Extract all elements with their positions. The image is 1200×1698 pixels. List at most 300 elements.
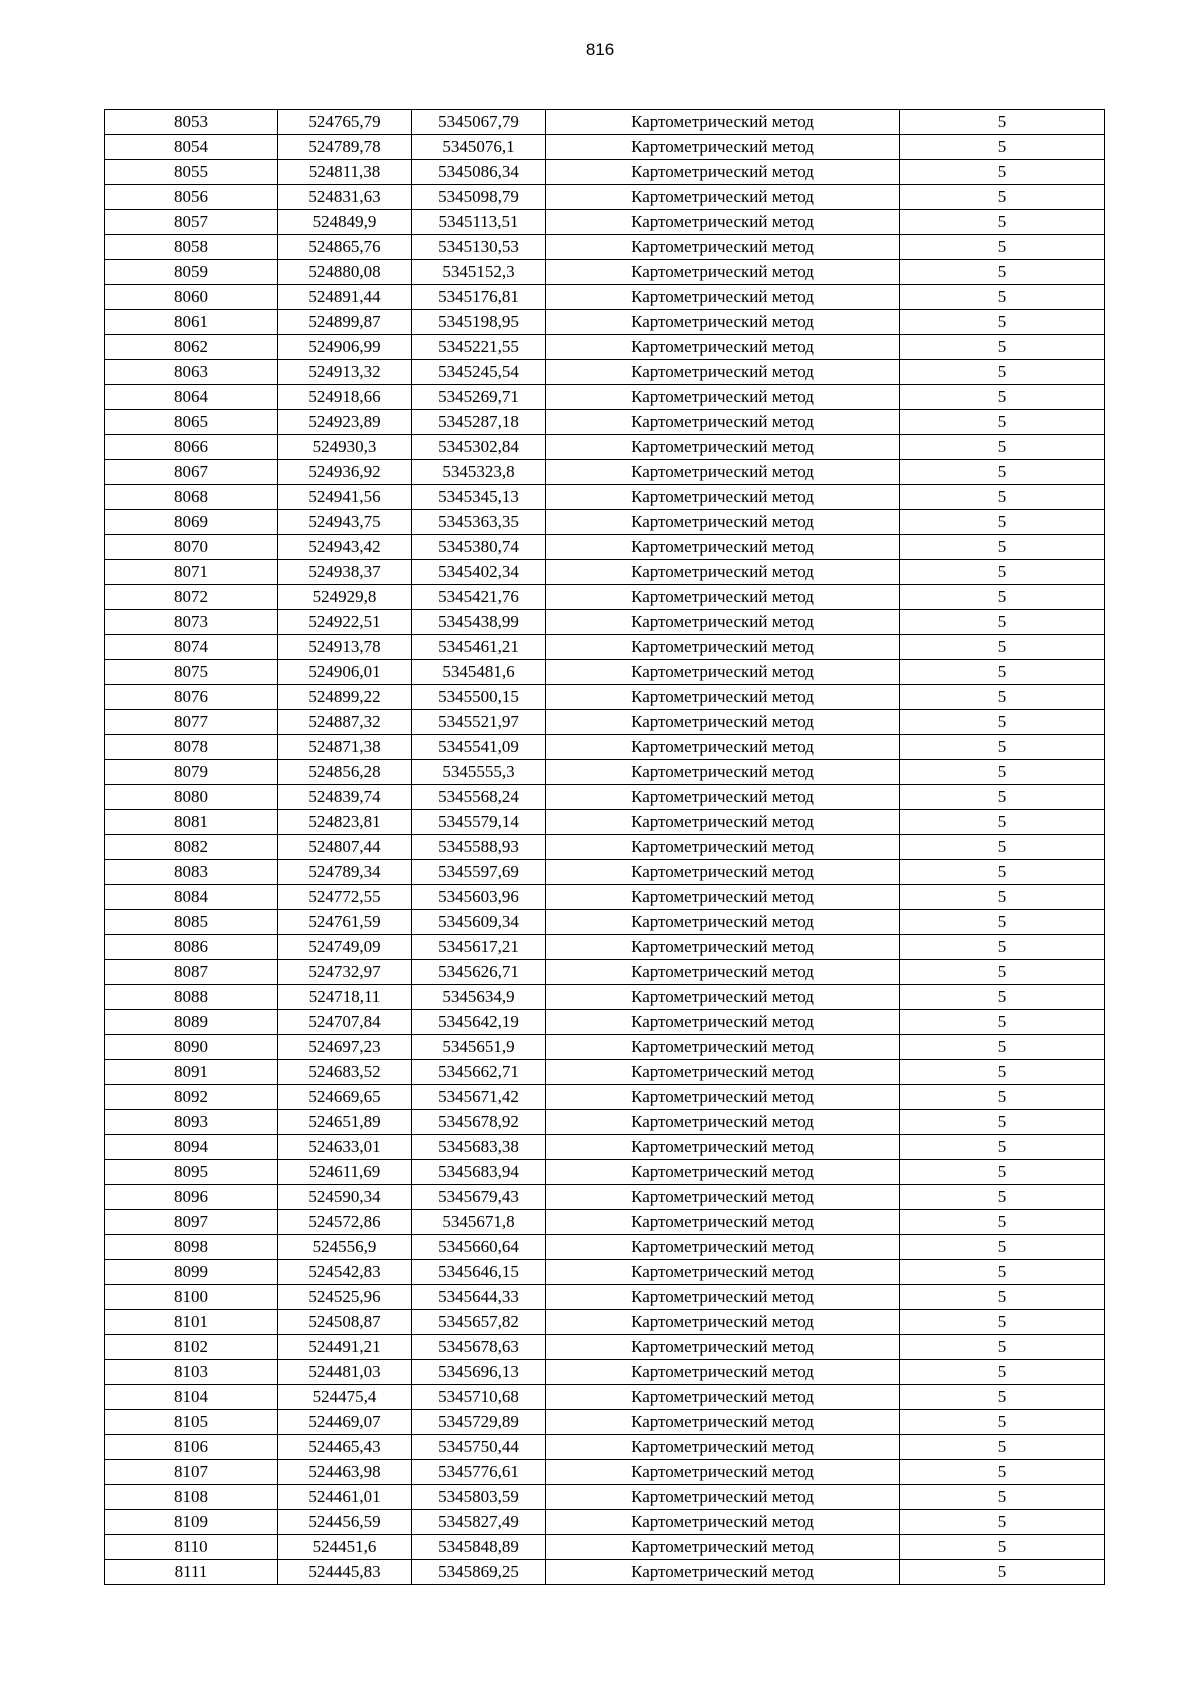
point-number-cell: 8102 bbox=[105, 1335, 278, 1360]
accuracy-cell: 5 bbox=[900, 760, 1105, 785]
table-row bbox=[105, 1185, 1105, 1210]
x-coordinate-cell: 524611,69 bbox=[278, 1160, 412, 1185]
y-coordinate-cell: 5345098,79 bbox=[412, 185, 546, 210]
point-number-cell: 8094 bbox=[105, 1135, 278, 1160]
method-cell: Картометрический метод bbox=[546, 385, 900, 410]
table-row bbox=[105, 285, 1105, 310]
y-coordinate-cell: 5345869,25 bbox=[412, 1560, 546, 1585]
accuracy-cell: 5 bbox=[900, 1360, 1105, 1385]
y-coordinate-cell: 5345579,14 bbox=[412, 810, 546, 835]
accuracy-cell: 5 bbox=[900, 460, 1105, 485]
x-coordinate-cell: 524633,01 bbox=[278, 1135, 412, 1160]
point-number-cell: 8075 bbox=[105, 660, 278, 685]
method-cell: Картометрический метод bbox=[546, 935, 900, 960]
accuracy-cell: 5 bbox=[900, 1460, 1105, 1485]
x-coordinate-cell: 524918,66 bbox=[278, 385, 412, 410]
y-coordinate-cell: 5345603,96 bbox=[412, 885, 546, 910]
method-cell: Картометрический метод bbox=[546, 1460, 900, 1485]
table-row bbox=[105, 1360, 1105, 1385]
y-coordinate-cell: 5345678,92 bbox=[412, 1110, 546, 1135]
y-coordinate-cell: 5345402,34 bbox=[412, 560, 546, 585]
y-coordinate-cell: 5345617,21 bbox=[412, 935, 546, 960]
x-coordinate-cell: 524938,37 bbox=[278, 560, 412, 585]
point-number-cell: 8089 bbox=[105, 1010, 278, 1035]
method-cell: Картометрический метод bbox=[546, 885, 900, 910]
point-number-cell: 8054 bbox=[105, 135, 278, 160]
table-row bbox=[105, 1385, 1105, 1410]
x-coordinate-cell: 524913,78 bbox=[278, 635, 412, 660]
y-coordinate-cell: 5345176,81 bbox=[412, 285, 546, 310]
x-coordinate-cell: 524929,8 bbox=[278, 585, 412, 610]
table-row bbox=[105, 810, 1105, 835]
accuracy-cell: 5 bbox=[900, 835, 1105, 860]
x-coordinate-cell: 524542,83 bbox=[278, 1260, 412, 1285]
method-cell: Картометрический метод bbox=[546, 710, 900, 735]
table-row bbox=[105, 835, 1105, 860]
y-coordinate-cell: 5345609,34 bbox=[412, 910, 546, 935]
x-coordinate-cell: 524707,84 bbox=[278, 1010, 412, 1035]
accuracy-cell: 5 bbox=[900, 1010, 1105, 1035]
x-coordinate-cell: 524880,08 bbox=[278, 260, 412, 285]
x-coordinate-cell: 524789,78 bbox=[278, 135, 412, 160]
x-coordinate-cell: 524887,32 bbox=[278, 710, 412, 735]
method-cell: Картометрический метод bbox=[546, 1485, 900, 1510]
method-cell: Картометрический метод bbox=[546, 560, 900, 585]
accuracy-cell: 5 bbox=[900, 1135, 1105, 1160]
page-number: 816 bbox=[585, 40, 615, 59]
x-coordinate-cell: 524906,99 bbox=[278, 335, 412, 360]
accuracy-cell: 5 bbox=[900, 1385, 1105, 1410]
method-cell: Картометрический метод bbox=[546, 485, 900, 510]
method-cell: Картометрический метод bbox=[546, 835, 900, 860]
coordinates-table bbox=[104, 109, 1105, 1585]
method-cell: Картометрический метод bbox=[546, 1385, 900, 1410]
method-cell: Картометрический метод bbox=[546, 185, 900, 210]
accuracy-cell: 5 bbox=[900, 935, 1105, 960]
x-coordinate-cell: 524943,42 bbox=[278, 535, 412, 560]
table-row bbox=[105, 1085, 1105, 1110]
point-number-cell: 8093 bbox=[105, 1110, 278, 1135]
y-coordinate-cell: 5345827,49 bbox=[412, 1510, 546, 1535]
accuracy-cell: 5 bbox=[900, 660, 1105, 685]
method-cell: Картометрический метод bbox=[546, 585, 900, 610]
point-number-cell: 8070 bbox=[105, 535, 278, 560]
point-number-cell: 8068 bbox=[105, 485, 278, 510]
table-row bbox=[105, 410, 1105, 435]
y-coordinate-cell: 5345302,84 bbox=[412, 435, 546, 460]
y-coordinate-cell: 5345588,93 bbox=[412, 835, 546, 860]
table-row bbox=[105, 1335, 1105, 1360]
y-coordinate-cell: 5345642,19 bbox=[412, 1010, 546, 1035]
point-number-cell: 8096 bbox=[105, 1185, 278, 1210]
y-coordinate-cell: 5345421,76 bbox=[412, 585, 546, 610]
method-cell: Картометрический метод bbox=[546, 660, 900, 685]
x-coordinate-cell: 524871,38 bbox=[278, 735, 412, 760]
table-row bbox=[105, 160, 1105, 185]
point-number-cell: 8056 bbox=[105, 185, 278, 210]
point-number-cell: 8059 bbox=[105, 260, 278, 285]
method-cell: Картометрический метод bbox=[546, 1285, 900, 1310]
table-row bbox=[105, 1510, 1105, 1535]
x-coordinate-cell: 524856,28 bbox=[278, 760, 412, 785]
table-row bbox=[105, 1410, 1105, 1435]
method-cell: Картометрический метод bbox=[546, 1185, 900, 1210]
table-row bbox=[105, 785, 1105, 810]
method-cell: Картометрический метод bbox=[546, 410, 900, 435]
accuracy-cell: 5 bbox=[900, 1160, 1105, 1185]
method-cell: Картометрический метод bbox=[546, 160, 900, 185]
accuracy-cell: 5 bbox=[900, 560, 1105, 585]
x-coordinate-cell: 524906,01 bbox=[278, 660, 412, 685]
method-cell: Картометрический метод bbox=[546, 960, 900, 985]
method-cell: Картометрический метод bbox=[546, 1110, 900, 1135]
point-number-cell: 8092 bbox=[105, 1085, 278, 1110]
accuracy-cell: 5 bbox=[900, 1185, 1105, 1210]
y-coordinate-cell: 5345750,44 bbox=[412, 1435, 546, 1460]
y-coordinate-cell: 5345683,38 bbox=[412, 1135, 546, 1160]
point-number-cell: 8065 bbox=[105, 410, 278, 435]
table-row bbox=[105, 1460, 1105, 1485]
point-number-cell: 8076 bbox=[105, 685, 278, 710]
method-cell: Картометрический метод bbox=[546, 1135, 900, 1160]
method-cell: Картометрический метод bbox=[546, 760, 900, 785]
coordinates-table-body bbox=[105, 110, 1105, 1585]
table-row bbox=[105, 735, 1105, 760]
method-cell: Картометрический метод bbox=[546, 1535, 900, 1560]
point-number-cell: 8084 bbox=[105, 885, 278, 910]
y-coordinate-cell: 5345678,63 bbox=[412, 1335, 546, 1360]
y-coordinate-cell: 5345660,64 bbox=[412, 1235, 546, 1260]
x-coordinate-cell: 524732,97 bbox=[278, 960, 412, 985]
table-row bbox=[105, 985, 1105, 1010]
table-row bbox=[105, 260, 1105, 285]
y-coordinate-cell: 5345696,13 bbox=[412, 1360, 546, 1385]
accuracy-cell: 5 bbox=[900, 385, 1105, 410]
method-cell: Картометрический метод bbox=[546, 1260, 900, 1285]
y-coordinate-cell: 5345221,55 bbox=[412, 335, 546, 360]
x-coordinate-cell: 524891,44 bbox=[278, 285, 412, 310]
accuracy-cell: 5 bbox=[900, 210, 1105, 235]
x-coordinate-cell: 524823,81 bbox=[278, 810, 412, 835]
table-row bbox=[105, 760, 1105, 785]
x-coordinate-cell: 524849,9 bbox=[278, 210, 412, 235]
y-coordinate-cell: 5345671,42 bbox=[412, 1085, 546, 1110]
y-coordinate-cell: 5345848,89 bbox=[412, 1535, 546, 1560]
method-cell: Картометрический метод bbox=[546, 860, 900, 885]
x-coordinate-cell: 524463,98 bbox=[278, 1460, 412, 1485]
table-row bbox=[105, 1535, 1105, 1560]
table-row bbox=[105, 710, 1105, 735]
x-coordinate-cell: 524469,07 bbox=[278, 1410, 412, 1435]
table-row bbox=[105, 185, 1105, 210]
accuracy-cell: 5 bbox=[900, 335, 1105, 360]
table-row bbox=[105, 1135, 1105, 1160]
table-row bbox=[105, 660, 1105, 685]
table-row bbox=[105, 1485, 1105, 1510]
method-cell: Картометрический метод bbox=[546, 210, 900, 235]
y-coordinate-cell: 5345287,18 bbox=[412, 410, 546, 435]
table-row bbox=[105, 360, 1105, 385]
table-row bbox=[105, 385, 1105, 410]
y-coordinate-cell: 5345776,61 bbox=[412, 1460, 546, 1485]
table-row bbox=[105, 485, 1105, 510]
table-row bbox=[105, 1560, 1105, 1585]
y-coordinate-cell: 5345086,34 bbox=[412, 160, 546, 185]
table-row bbox=[105, 1235, 1105, 1260]
table-row bbox=[105, 435, 1105, 460]
y-coordinate-cell: 5345269,71 bbox=[412, 385, 546, 410]
x-coordinate-cell: 524936,92 bbox=[278, 460, 412, 485]
accuracy-cell: 5 bbox=[900, 360, 1105, 385]
point-number-cell: 8091 bbox=[105, 1060, 278, 1085]
point-number-cell: 8110 bbox=[105, 1535, 278, 1560]
table-row bbox=[105, 1110, 1105, 1135]
method-cell: Картометрический метод bbox=[546, 1060, 900, 1085]
x-coordinate-cell: 524491,21 bbox=[278, 1335, 412, 1360]
table-row bbox=[105, 560, 1105, 585]
table-row bbox=[105, 1160, 1105, 1185]
point-number-cell: 8073 bbox=[105, 610, 278, 635]
method-cell: Картометрический метод bbox=[546, 1510, 900, 1535]
table-row bbox=[105, 335, 1105, 360]
x-coordinate-cell: 524811,38 bbox=[278, 160, 412, 185]
y-coordinate-cell: 5345345,13 bbox=[412, 485, 546, 510]
y-coordinate-cell: 5345710,68 bbox=[412, 1385, 546, 1410]
table-row bbox=[105, 510, 1105, 535]
point-number-cell: 8081 bbox=[105, 810, 278, 835]
accuracy-cell: 5 bbox=[900, 1110, 1105, 1135]
x-coordinate-cell: 524839,74 bbox=[278, 785, 412, 810]
point-number-cell: 8090 bbox=[105, 1035, 278, 1060]
y-coordinate-cell: 5345683,94 bbox=[412, 1160, 546, 1185]
x-coordinate-cell: 524943,75 bbox=[278, 510, 412, 535]
x-coordinate-cell: 524572,86 bbox=[278, 1210, 412, 1235]
method-cell: Картометрический метод bbox=[546, 235, 900, 260]
table-row bbox=[105, 1035, 1105, 1060]
x-coordinate-cell: 524590,34 bbox=[278, 1185, 412, 1210]
point-number-cell: 8104 bbox=[105, 1385, 278, 1410]
accuracy-cell: 5 bbox=[900, 1085, 1105, 1110]
accuracy-cell: 5 bbox=[900, 585, 1105, 610]
point-number-cell: 8103 bbox=[105, 1360, 278, 1385]
x-coordinate-cell: 524831,63 bbox=[278, 185, 412, 210]
x-coordinate-cell: 524481,03 bbox=[278, 1360, 412, 1385]
x-coordinate-cell: 524930,3 bbox=[278, 435, 412, 460]
accuracy-cell: 5 bbox=[900, 310, 1105, 335]
method-cell: Картометрический метод bbox=[546, 260, 900, 285]
accuracy-cell: 5 bbox=[900, 1035, 1105, 1060]
y-coordinate-cell: 5345671,8 bbox=[412, 1210, 546, 1235]
point-number-cell: 8071 bbox=[105, 560, 278, 585]
x-coordinate-cell: 524718,11 bbox=[278, 985, 412, 1010]
x-coordinate-cell: 524865,76 bbox=[278, 235, 412, 260]
point-number-cell: 8077 bbox=[105, 710, 278, 735]
point-number-cell: 8086 bbox=[105, 935, 278, 960]
table-row bbox=[105, 610, 1105, 635]
point-number-cell: 8082 bbox=[105, 835, 278, 860]
x-coordinate-cell: 524749,09 bbox=[278, 935, 412, 960]
y-coordinate-cell: 5345067,79 bbox=[412, 110, 546, 135]
method-cell: Картометрический метод bbox=[546, 1010, 900, 1035]
table-row bbox=[105, 460, 1105, 485]
accuracy-cell: 5 bbox=[900, 1235, 1105, 1260]
accuracy-cell: 5 bbox=[900, 960, 1105, 985]
method-cell: Картометрический метод bbox=[546, 1435, 900, 1460]
point-number-cell: 8080 bbox=[105, 785, 278, 810]
method-cell: Картометрический метод bbox=[546, 785, 900, 810]
table-row bbox=[105, 635, 1105, 660]
x-coordinate-cell: 524475,4 bbox=[278, 1385, 412, 1410]
point-number-cell: 8066 bbox=[105, 435, 278, 460]
y-coordinate-cell: 5345644,33 bbox=[412, 1285, 546, 1310]
method-cell: Картометрический метод bbox=[546, 510, 900, 535]
point-number-cell: 8069 bbox=[105, 510, 278, 535]
method-cell: Картометрический метод bbox=[546, 335, 900, 360]
y-coordinate-cell: 5345662,71 bbox=[412, 1060, 546, 1085]
point-number-cell: 8099 bbox=[105, 1260, 278, 1285]
table-row bbox=[105, 535, 1105, 560]
table-row bbox=[105, 1285, 1105, 1310]
x-coordinate-cell: 524899,87 bbox=[278, 310, 412, 335]
x-coordinate-cell: 524465,43 bbox=[278, 1435, 412, 1460]
accuracy-cell: 5 bbox=[900, 685, 1105, 710]
point-number-cell: 8109 bbox=[105, 1510, 278, 1535]
x-coordinate-cell: 524445,83 bbox=[278, 1560, 412, 1585]
method-cell: Картометрический метод bbox=[546, 1210, 900, 1235]
accuracy-cell: 5 bbox=[900, 235, 1105, 260]
y-coordinate-cell: 5345076,1 bbox=[412, 135, 546, 160]
point-number-cell: 8097 bbox=[105, 1210, 278, 1235]
table-row bbox=[105, 1210, 1105, 1235]
y-coordinate-cell: 5345363,35 bbox=[412, 510, 546, 535]
point-number-cell: 8079 bbox=[105, 760, 278, 785]
x-coordinate-cell: 524807,44 bbox=[278, 835, 412, 860]
table-row bbox=[105, 860, 1105, 885]
y-coordinate-cell: 5345245,54 bbox=[412, 360, 546, 385]
point-number-cell: 8088 bbox=[105, 985, 278, 1010]
accuracy-cell: 5 bbox=[900, 135, 1105, 160]
accuracy-cell: 5 bbox=[900, 110, 1105, 135]
x-coordinate-cell: 524899,22 bbox=[278, 685, 412, 710]
y-coordinate-cell: 5345626,71 bbox=[412, 960, 546, 985]
y-coordinate-cell: 5345646,15 bbox=[412, 1260, 546, 1285]
y-coordinate-cell: 5345113,51 bbox=[412, 210, 546, 235]
method-cell: Картометрический метод bbox=[546, 310, 900, 335]
x-coordinate-cell: 524941,56 bbox=[278, 485, 412, 510]
method-cell: Картометрический метод bbox=[546, 1360, 900, 1385]
method-cell: Картометрический метод bbox=[546, 910, 900, 935]
y-coordinate-cell: 5345323,8 bbox=[412, 460, 546, 485]
accuracy-cell: 5 bbox=[900, 1210, 1105, 1235]
accuracy-cell: 5 bbox=[900, 1535, 1105, 1560]
table-row bbox=[105, 235, 1105, 260]
accuracy-cell: 5 bbox=[900, 410, 1105, 435]
method-cell: Картометрический метод bbox=[546, 735, 900, 760]
point-number-cell: 8101 bbox=[105, 1310, 278, 1335]
accuracy-cell: 5 bbox=[900, 985, 1105, 1010]
table-row bbox=[105, 1310, 1105, 1335]
accuracy-cell: 5 bbox=[900, 1410, 1105, 1435]
x-coordinate-cell: 524923,89 bbox=[278, 410, 412, 435]
point-number-cell: 8111 bbox=[105, 1560, 278, 1585]
point-number-cell: 8067 bbox=[105, 460, 278, 485]
x-coordinate-cell: 524922,51 bbox=[278, 610, 412, 635]
table-row bbox=[105, 885, 1105, 910]
method-cell: Картометрический метод bbox=[546, 1035, 900, 1060]
accuracy-cell: 5 bbox=[900, 810, 1105, 835]
accuracy-cell: 5 bbox=[900, 710, 1105, 735]
accuracy-cell: 5 bbox=[900, 735, 1105, 760]
table-row bbox=[105, 1010, 1105, 1035]
table-row bbox=[105, 935, 1105, 960]
accuracy-cell: 5 bbox=[900, 785, 1105, 810]
accuracy-cell: 5 bbox=[900, 435, 1105, 460]
point-number-cell: 8105 bbox=[105, 1410, 278, 1435]
accuracy-cell: 5 bbox=[900, 535, 1105, 560]
x-coordinate-cell: 524913,32 bbox=[278, 360, 412, 385]
method-cell: Картометрический метод bbox=[546, 610, 900, 635]
point-number-cell: 8057 bbox=[105, 210, 278, 235]
method-cell: Картометрический метод bbox=[546, 1235, 900, 1260]
y-coordinate-cell: 5345657,82 bbox=[412, 1310, 546, 1335]
accuracy-cell: 5 bbox=[900, 860, 1105, 885]
method-cell: Картометрический метод bbox=[546, 1335, 900, 1360]
accuracy-cell: 5 bbox=[900, 635, 1105, 660]
y-coordinate-cell: 5345481,6 bbox=[412, 660, 546, 685]
point-number-cell: 8083 bbox=[105, 860, 278, 885]
y-coordinate-cell: 5345380,74 bbox=[412, 535, 546, 560]
x-coordinate-cell: 524772,55 bbox=[278, 885, 412, 910]
accuracy-cell: 5 bbox=[900, 1510, 1105, 1535]
accuracy-cell: 5 bbox=[900, 1060, 1105, 1085]
point-number-cell: 8107 bbox=[105, 1460, 278, 1485]
table-row bbox=[105, 1260, 1105, 1285]
method-cell: Картометрический метод bbox=[546, 1160, 900, 1185]
method-cell: Картометрический метод bbox=[546, 535, 900, 560]
method-cell: Картометрический метод bbox=[546, 360, 900, 385]
table-row bbox=[105, 685, 1105, 710]
method-cell: Картометрический метод bbox=[546, 460, 900, 485]
point-number-cell: 8064 bbox=[105, 385, 278, 410]
x-coordinate-cell: 524556,9 bbox=[278, 1235, 412, 1260]
accuracy-cell: 5 bbox=[900, 910, 1105, 935]
table-row bbox=[105, 135, 1105, 160]
table-row bbox=[105, 110, 1105, 135]
point-number-cell: 8074 bbox=[105, 635, 278, 660]
accuracy-cell: 5 bbox=[900, 1335, 1105, 1360]
y-coordinate-cell: 5345500,15 bbox=[412, 685, 546, 710]
table-row bbox=[105, 1060, 1105, 1085]
method-cell: Картометрический метод bbox=[546, 635, 900, 660]
x-coordinate-cell: 524697,23 bbox=[278, 1035, 412, 1060]
point-number-cell: 8072 bbox=[105, 585, 278, 610]
accuracy-cell: 5 bbox=[900, 1310, 1105, 1335]
method-cell: Картометрический метод bbox=[546, 1410, 900, 1435]
method-cell: Картометрический метод bbox=[546, 685, 900, 710]
point-number-cell: 8095 bbox=[105, 1160, 278, 1185]
x-coordinate-cell: 524761,59 bbox=[278, 910, 412, 935]
method-cell: Картометрический метод bbox=[546, 285, 900, 310]
table-row bbox=[105, 1435, 1105, 1460]
x-coordinate-cell: 524669,65 bbox=[278, 1085, 412, 1110]
point-number-cell: 8108 bbox=[105, 1485, 278, 1510]
y-coordinate-cell: 5345438,99 bbox=[412, 610, 546, 635]
table-row bbox=[105, 310, 1105, 335]
point-number-cell: 8055 bbox=[105, 160, 278, 185]
method-cell: Картометрический метод bbox=[546, 1560, 900, 1585]
y-coordinate-cell: 5345634,9 bbox=[412, 985, 546, 1010]
accuracy-cell: 5 bbox=[900, 160, 1105, 185]
